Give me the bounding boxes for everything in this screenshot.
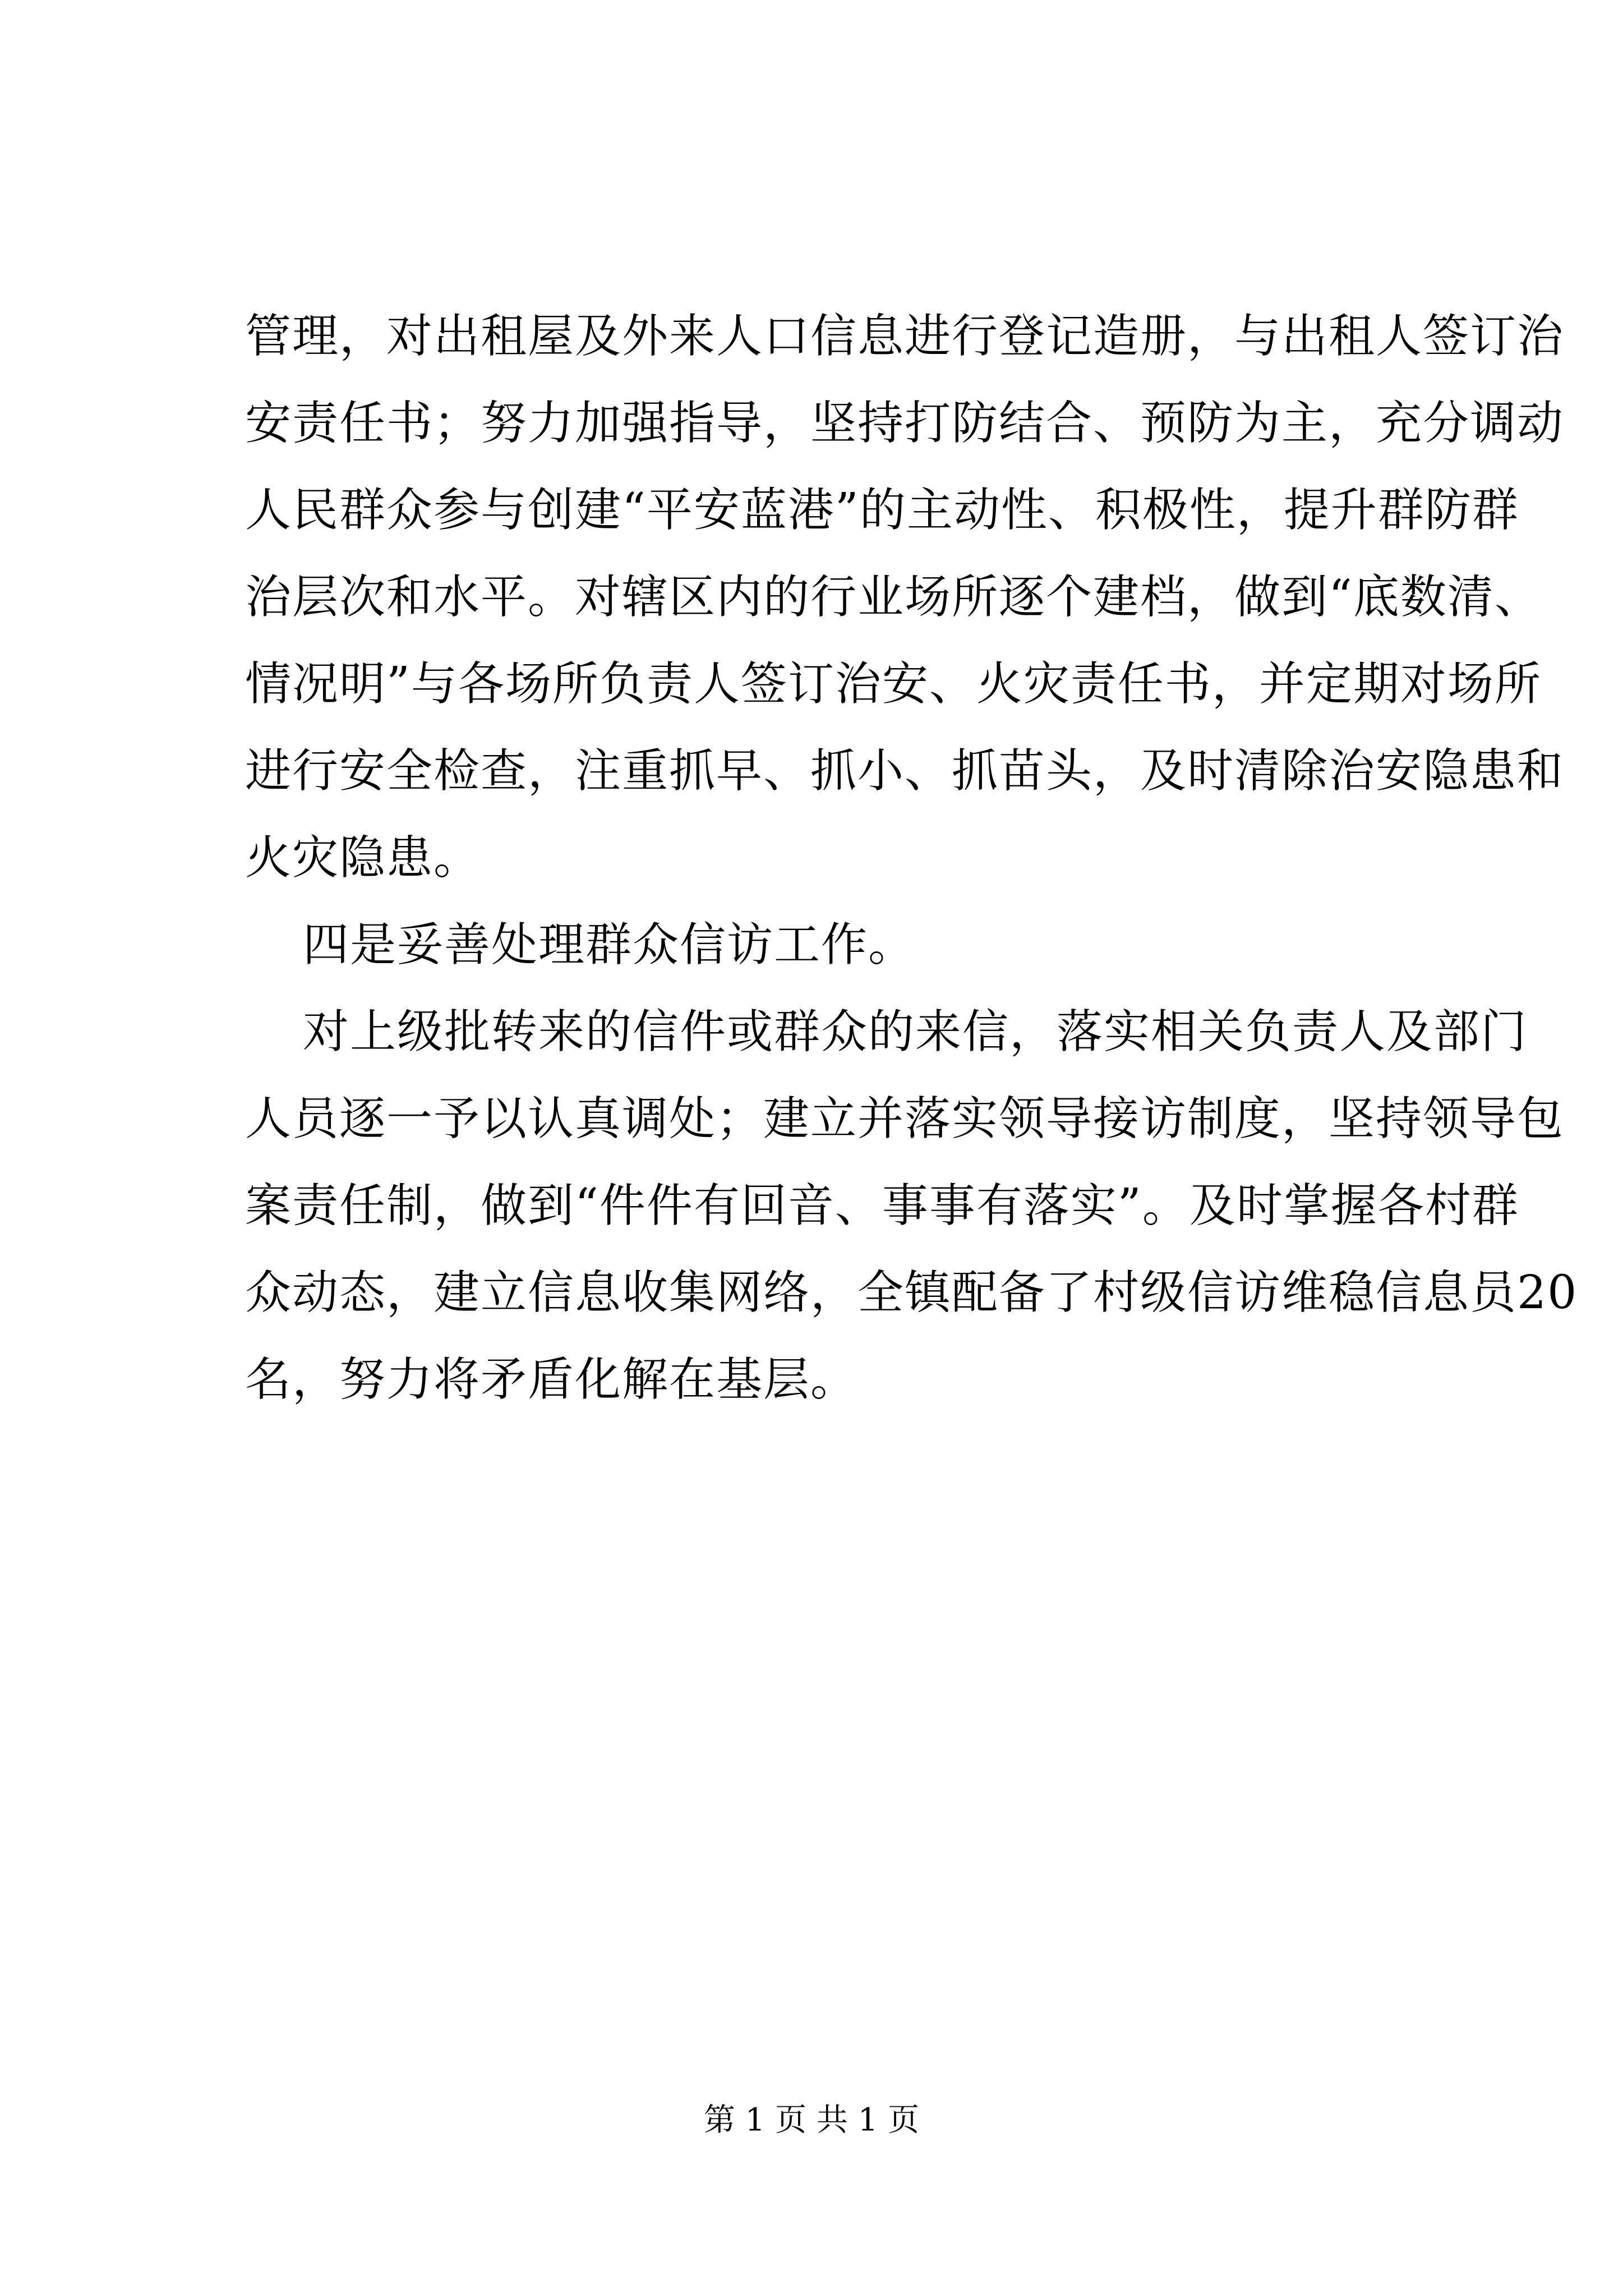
paragraph-line: 人员逐一予以认真调处；建立并落实领导接访制度，坚持领导包 xyxy=(245,1092,1565,1145)
paragraph-line: 众动态，建立信息收集网络，全镇配备了村级信访维稳信息员20 xyxy=(245,1266,1578,1319)
paragraph-line: 火灾隐患。 xyxy=(245,831,481,885)
paragraph-line: 安责任书；努力加强指导，坚持打防结合、预防为主，充分调动 xyxy=(245,397,1565,450)
section-heading: 四是妥善处理群众信访工作。 xyxy=(303,918,916,972)
paragraph-line: 名，努力将矛盾化解在基层。 xyxy=(245,1353,858,1406)
paragraph-line: 对上级批转来的信件或群众的来信，落实相关负责人及部门 xyxy=(303,1005,1528,1059)
paragraph-line: 情况明”与各场所负责人签订治安、火灾责任书，并定期对场所 xyxy=(245,657,1542,711)
paragraph-line: 案责任制，做到“件件有回音、事事有落实”。及时掌握各村群 xyxy=(245,1179,1519,1232)
paragraph-line: 管理，对出租屋及外来人口信息进行登记造册，与出租人签订治 xyxy=(245,310,1565,363)
paragraph-line: 人民群众参与创建“平安蓝港”的主动性、积极性，提升群防群 xyxy=(245,484,1519,537)
paragraph-line: 治层次和水平。对辖区内的行业场所逐个建档，做到“底数清、 xyxy=(245,570,1542,624)
page-number-footer: 第 1 页 共 1 页 xyxy=(703,2102,920,2138)
paragraph-line: 进行安全检查，注重抓早、抓小、抓苗头，及时清除治安隐患和 xyxy=(245,744,1565,798)
